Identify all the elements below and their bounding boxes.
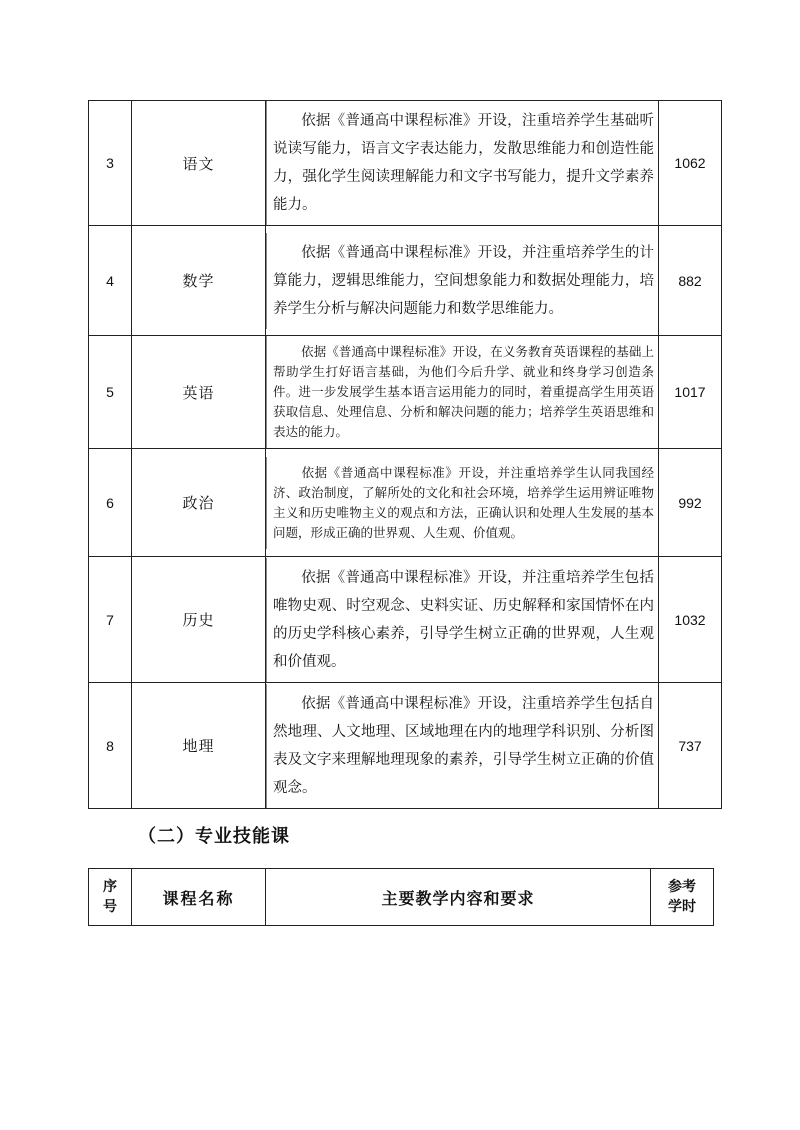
header-hours-line1: 参考 bbox=[668, 879, 696, 895]
course-name: 语文 bbox=[132, 101, 266, 226]
skills-courses-table bbox=[88, 868, 714, 926]
course-description: 依据《普通高中课程标准》开设，并注重培养学生的计算能力，逻辑思维能力，空间想象能力和数据处理能力，培养学生分析与解决问题能力和数学思维能力。 bbox=[273, 244, 654, 317]
course-number: 5 bbox=[89, 336, 132, 449]
course-description-cell bbox=[266, 336, 659, 449]
course-description: 依据《普通高中课程标准》开设，并注重培养学生包括唯物史观、时空观念、史料实证、历史解释和家国情怀在内的历史学科核心素养，引导学生树立正确的世界观，人生观和价值观。 bbox=[273, 569, 654, 670]
course-name: 历史 bbox=[132, 557, 266, 683]
header-number-line2: 号 bbox=[103, 899, 117, 915]
course-name: 英语 bbox=[132, 336, 266, 449]
course-description-cell bbox=[266, 101, 659, 226]
table-row bbox=[89, 683, 722, 809]
course-name: 数学 bbox=[132, 226, 266, 336]
course-description-cell bbox=[266, 683, 659, 809]
course-number: 3 bbox=[89, 101, 132, 226]
course-name: 地理 bbox=[132, 683, 266, 809]
course-number: 7 bbox=[89, 557, 132, 683]
public-courses-table bbox=[88, 100, 722, 809]
course-description-cell bbox=[266, 226, 659, 336]
course-description: 依据《普通高中课程标准》开设，在义务教育英语课程的基础上帮助学生打好语言基础，为他们今后升学、就业和终身学习创造条件。进一步发展学生基本语言运用能力的同时，着重提高学生用英语获取信息、处理信息、分析和解决问题的能力；培养学生英语思维和表达的能力。 bbox=[273, 344, 654, 439]
table-row bbox=[89, 226, 722, 336]
table-row bbox=[89, 449, 722, 557]
course-hours: 882 bbox=[659, 226, 722, 336]
table-row bbox=[89, 336, 722, 449]
course-number: 6 bbox=[89, 449, 132, 557]
table-row bbox=[89, 101, 722, 226]
course-description-cell bbox=[266, 449, 659, 557]
course-hours: 737 bbox=[659, 683, 722, 809]
header-number bbox=[89, 869, 132, 926]
course-name: 政治 bbox=[132, 449, 266, 557]
section-title: （二）专业技能课 bbox=[138, 826, 290, 847]
course-hours: 1032 bbox=[659, 557, 722, 683]
course-hours: 1062 bbox=[659, 101, 722, 226]
course-description: 依据《普通高中课程标准》开设，并注重培养学生认同我国经济、政治制度，了解所处的文化和社会环境，培养学生运用辨证唯物主义和历史唯物主义的观点和方法，正确认识和处理人生发展的基本问题，形成正确的世界观、人生观、价值观。 bbox=[273, 464, 654, 540]
course-description: 依据《普通高中课程标准》开设，注重培养学生基础听说读写能力，语言文字表达能力，发散思维能力和创造性能力，强化学生阅读理解能力和文字书写能力，提升文学素养能力。 bbox=[273, 113, 654, 213]
course-description-cell bbox=[266, 557, 659, 683]
header-description: 主要教学内容和要求 bbox=[266, 869, 651, 926]
table-row bbox=[89, 557, 722, 683]
header-number-line1: 序 bbox=[103, 879, 117, 895]
course-description: 依据《普通高中课程标准》开设，注重培养学生包括自然地理、人文地理、区域地理在内的地理学科识别、分析图表及文字来理解地理现象的素养，引导学生树立正确的价值观念。 bbox=[273, 695, 654, 796]
header-hours bbox=[651, 869, 714, 926]
course-number: 8 bbox=[89, 683, 132, 809]
course-number: 4 bbox=[89, 226, 132, 336]
header-hours-line2: 学时 bbox=[668, 899, 696, 915]
table-header-row bbox=[89, 869, 714, 926]
course-hours: 1017 bbox=[659, 336, 722, 449]
course-hours: 992 bbox=[659, 449, 722, 557]
header-course-name: 课程名称 bbox=[132, 869, 266, 926]
